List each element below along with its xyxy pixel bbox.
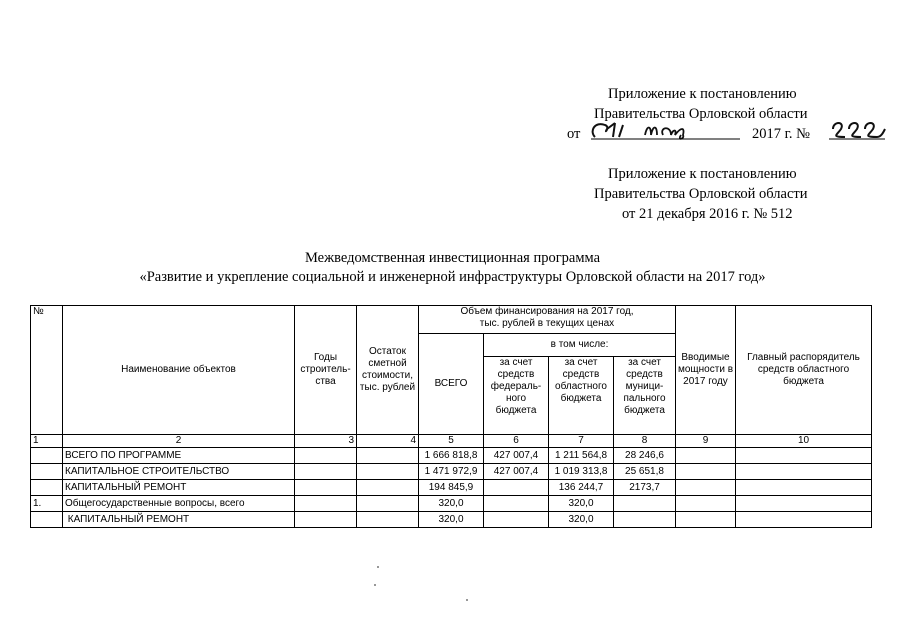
- handwritten-number-signature: [827, 117, 889, 145]
- cell-manager: [736, 464, 872, 480]
- col-number: 4: [357, 435, 419, 448]
- approval-current-year: 2017 г. №: [752, 126, 811, 142]
- cell-num: [31, 464, 63, 480]
- cell-capacity: [676, 448, 736, 464]
- cell-capacity: [676, 480, 736, 496]
- scan-speck: [374, 584, 376, 586]
- table-row: [31, 512, 872, 528]
- header-including: в том числе:: [484, 334, 676, 357]
- header-manager: Главный распорядитель средств областного бюджета: [736, 306, 872, 435]
- program-table: [30, 305, 872, 528]
- cell-total: 1 471 972,9: [419, 464, 484, 480]
- approval-current-line1: Приложение к постановлению: [608, 86, 797, 102]
- cell-federal: 427 007,4: [484, 464, 549, 480]
- col-number: 8: [614, 435, 676, 448]
- cell-num: [31, 512, 63, 528]
- approval-original-line3: от 21 декабря 2016 г. № 512: [622, 206, 793, 222]
- cell-years: [295, 512, 357, 528]
- cell-years: [295, 496, 357, 512]
- cell-municipal: 2173,7: [614, 480, 676, 496]
- cell-regional: 320,0: [549, 496, 614, 512]
- cell-remainder: [357, 448, 419, 464]
- cell-total: 194 845,9: [419, 480, 484, 496]
- cell-manager: [736, 480, 872, 496]
- cell-manager: [736, 448, 872, 464]
- table-row: [31, 480, 872, 496]
- col-number: 3: [295, 435, 357, 448]
- table-row: [31, 448, 872, 464]
- col-number: 7: [549, 435, 614, 448]
- cell-municipal: [614, 496, 676, 512]
- cell-remainder: [357, 496, 419, 512]
- cell-total: 320,0: [419, 512, 484, 528]
- header-remainder: Остаток сметной стоимости, тыс. рублей: [357, 306, 419, 435]
- cell-regional: 1 019 313,8: [549, 464, 614, 480]
- scan-speck: [466, 599, 468, 601]
- header-regional: за счет средств областного бюджета: [549, 357, 614, 435]
- header-municipal: за счет средств муници-пального бюджета: [614, 357, 676, 435]
- cell-num: 1.: [31, 496, 63, 512]
- cell-num: [31, 480, 63, 496]
- handwritten-date-signature: [585, 117, 745, 145]
- table-row: [31, 496, 872, 512]
- approval-current-from: от: [567, 126, 581, 142]
- approval-original-line1: Приложение к постановлению: [608, 166, 797, 182]
- cell-total: 1 666 818,8: [419, 448, 484, 464]
- cell-federal: [484, 480, 549, 496]
- header-funding: [419, 306, 676, 334]
- cell-name: Общегосударственные вопросы, всего: [63, 496, 295, 512]
- scan-speck: [377, 566, 379, 568]
- cell-capacity: [676, 464, 736, 480]
- header-capacity: Вводимые мощности в 2017 году: [676, 306, 736, 435]
- cell-remainder: [357, 512, 419, 528]
- cell-years: [295, 464, 357, 480]
- program-title-line1: Межведомственная инвестиционная программа: [304, 250, 601, 266]
- cell-remainder: [357, 464, 419, 480]
- approval-current-line2: Правительства Орловской области: [594, 106, 808, 122]
- cell-total: 320,0: [419, 496, 484, 512]
- col-number: 10: [736, 435, 872, 448]
- cell-name: ВСЕГО ПО ПРОГРАММЕ: [63, 448, 295, 464]
- cell-municipal: 28 246,6: [614, 448, 676, 464]
- cell-num: [31, 448, 63, 464]
- cell-years: [295, 448, 357, 464]
- col-number: 6: [484, 435, 549, 448]
- cell-capacity: [676, 496, 736, 512]
- cell-capacity: [676, 512, 736, 528]
- cell-manager: [736, 496, 872, 512]
- header-funding-line2: тыс. рублей в текущих ценах: [479, 318, 615, 329]
- cell-municipal: [614, 512, 676, 528]
- cell-name: КАПИТАЛЬНЫЙ РЕМОНТ: [63, 512, 295, 528]
- col-number: 2: [63, 435, 295, 448]
- header-funding-line1: Объем финансирования на 2017 год,: [460, 306, 634, 317]
- cell-municipal: 25 651,8: [614, 464, 676, 480]
- cell-manager: [736, 512, 872, 528]
- cell-name: КАПИТАЛЬНЫЙ РЕМОНТ: [63, 480, 295, 496]
- cell-federal: [484, 496, 549, 512]
- col-number: 5: [419, 435, 484, 448]
- cell-regional: 320,0: [549, 512, 614, 528]
- header-total: ВСЕГО: [419, 334, 484, 435]
- cell-remainder: [357, 480, 419, 496]
- cell-years: [295, 480, 357, 496]
- cell-name: КАПИТАЛЬНОЕ СТРОИТЕЛЬСТВО: [63, 464, 295, 480]
- header-federal: за счет средств федераль-ного бюджета: [484, 357, 549, 435]
- cell-federal: 427 007,4: [484, 448, 549, 464]
- table-row: [31, 464, 872, 480]
- col-number: 9: [676, 435, 736, 448]
- header-num: №: [31, 306, 63, 435]
- header-years: Годы строитель-ства: [295, 306, 357, 435]
- col-number: 1: [31, 435, 63, 448]
- cell-federal: [484, 512, 549, 528]
- program-title-line2: «Развитие и укрепление социальной и инженерной инфраструктуры Орловской области на 2017 год»: [139, 269, 766, 285]
- approval-original-line2: Правительства Орловской области: [594, 186, 808, 202]
- cell-regional: 136 244,7: [549, 480, 614, 496]
- header-name: Наименование объектов: [63, 306, 295, 435]
- cell-regional: 1 211 564,8: [549, 448, 614, 464]
